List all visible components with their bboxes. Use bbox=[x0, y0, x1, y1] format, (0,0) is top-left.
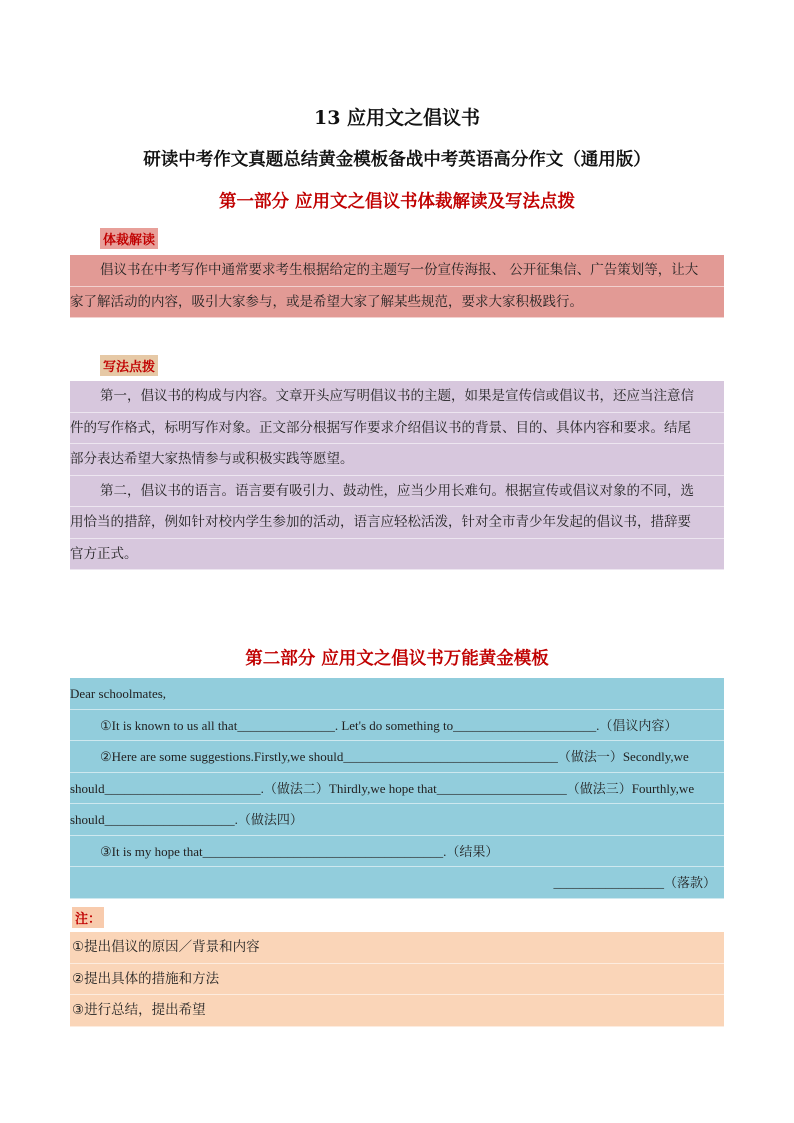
tips-label: 写法点拨 bbox=[100, 355, 158, 376]
template-line: ③It is my hope that_____________________________________.（结果） bbox=[70, 836, 724, 868]
note-item: ①提出倡议的原因／背景和内容 bbox=[70, 932, 724, 964]
template-line: ②Here are some suggestions.Firstly,we should_________________________________（做法一）Secondly,we bbox=[70, 741, 724, 773]
genre-label: 体裁解读 bbox=[100, 228, 158, 249]
genre-box bbox=[70, 255, 724, 318]
tips-line: 第一，倡议书的构成与内容。文章开头应写明倡议书的主题，如果是宣传信或倡议书，还应当注意信 bbox=[70, 381, 724, 413]
tips-line: 用恰当的措辞，例如针对校内学生参加的活动，语言应轻松活泼，针对全市青少年发起的倡议书，措辞要 bbox=[70, 507, 724, 539]
template-line: ①It is known to us all that_______________. Let's do something to______________________.（倡议内容） bbox=[70, 710, 724, 742]
template-greeting: Dear schoolmates, bbox=[70, 678, 724, 710]
part1-heading: 第一部分 应用文之倡议书体裁解读及写法点拨 bbox=[218, 192, 576, 212]
tips-line: 官方正式。 bbox=[70, 539, 724, 571]
template-line: should____________________.（做法四） bbox=[70, 804, 724, 836]
genre-line: 家了解活动的内容，吸引大家参与，或是希望大家了解某些规范，要求大家积极践行。 bbox=[70, 287, 724, 319]
note-item: ②提出具体的措施和方法 bbox=[70, 964, 724, 996]
notes-box bbox=[70, 932, 724, 1027]
template-box bbox=[70, 678, 724, 899]
tips-line: 第二，倡议书的语言。语言要有吸引力、鼓动性，应当少用长难句。根据宣传或倡议对象的不同，选 bbox=[70, 476, 724, 508]
note-item: ③进行总结，提出希望 bbox=[70, 995, 724, 1027]
tips-box bbox=[70, 381, 724, 570]
tips-line: 件的写作格式，标明写作对象。正文部分根据写作要求介绍倡议书的背景、目的、具体内容和要求。结尾 bbox=[70, 413, 724, 445]
tips-line: 部分表达希望大家热情参与或积极实践等愿望。 bbox=[70, 444, 724, 476]
document-subtitle: 研读中考作文真题总结黄金模板备战中考英语高分作文（通用版） bbox=[143, 150, 651, 170]
notes-label: 注： bbox=[72, 907, 104, 928]
part2-heading: 第二部分 应用文之倡议书万能黄金模板 bbox=[245, 649, 549, 669]
document-title: 13 应用文之倡议书 bbox=[313, 107, 481, 129]
template-signature: _________________（落款） bbox=[70, 867, 724, 899]
template-line: should________________________.（做法二）Thirdly,we hope that____________________（做法三）Fourthly,we bbox=[70, 773, 724, 805]
genre-line: 倡议书在中考写作中通常要求考生根据给定的主题写一份宣传海报、 公开征集信、广告策划等，让大 bbox=[70, 255, 724, 287]
